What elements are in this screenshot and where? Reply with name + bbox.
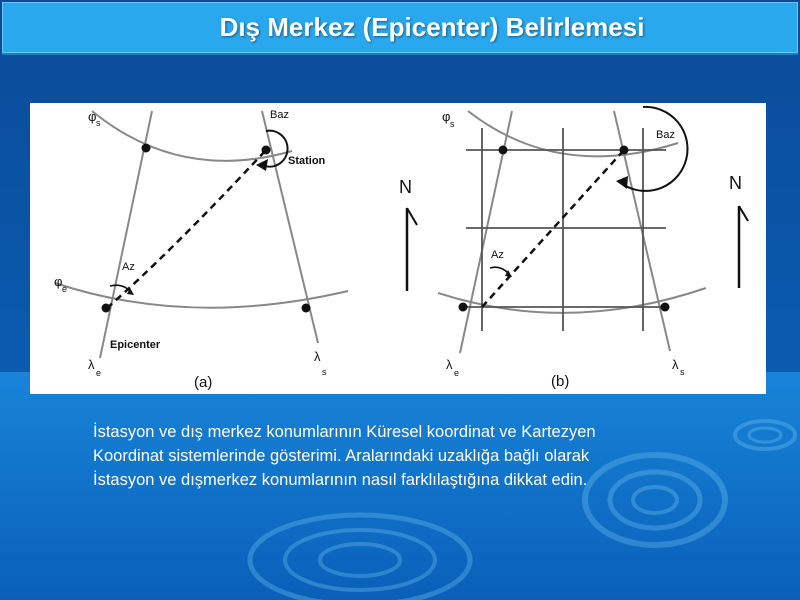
label-phi-s-sub: s xyxy=(96,118,101,128)
point-phi-e-lambda-s xyxy=(302,304,311,313)
slide-title: Dış Merkez (Epicenter) Belirlemesi xyxy=(219,12,645,42)
station-point xyxy=(262,146,271,155)
epicenter-point xyxy=(102,304,111,313)
point-phi-s-lambda-e-b xyxy=(499,146,508,155)
title-bar xyxy=(2,2,798,55)
panel-label-b: (b) xyxy=(551,373,570,390)
north-label-b: N xyxy=(729,173,742,193)
label-lambda-s-sub: s xyxy=(322,367,327,377)
cartesian-grid xyxy=(466,128,666,331)
label-station: Station xyxy=(288,155,326,167)
label-phi-s-sub-b: s xyxy=(450,119,455,129)
label-lambda-s-sub-b: s xyxy=(680,367,685,377)
label-lambda-s: λ xyxy=(314,349,321,364)
back-azimuth-arrowhead xyxy=(256,159,268,171)
north-arrow-barb-b xyxy=(739,206,748,221)
label-lambda-e: λ xyxy=(88,357,95,372)
label-az-b: Az xyxy=(491,249,504,261)
figure-b-cartesian xyxy=(438,103,766,394)
label-baz-b: Baz xyxy=(656,129,675,141)
caption-line-2: Koordinat sistemlerinde gösterimi. Aralarındaki uzaklığa bağlı olarak xyxy=(93,447,590,465)
label-az: Az xyxy=(122,261,135,273)
label-phi-s-b: φ xyxy=(442,109,451,124)
label-lambda-s-b: λ xyxy=(672,357,679,372)
point-phi-e-lambda-s-b xyxy=(661,303,670,312)
caption-line-3: İstasyon ve dışmerkez konumlarının nasıl farklılaştığına dikkat edin. xyxy=(93,471,588,489)
label-phi-e-sub: e xyxy=(62,284,68,294)
north-label-a: N xyxy=(399,177,412,197)
north-arrow-barb-a xyxy=(407,208,417,225)
figure-caption xyxy=(93,420,733,492)
point-phi-s-lambda-e xyxy=(142,144,151,153)
label-epicenter: Epicenter xyxy=(110,339,161,351)
back-azimuth-arrowhead-b xyxy=(616,176,628,189)
great-circle-path xyxy=(107,150,266,308)
epicenter-point-b xyxy=(459,303,468,312)
figure-a-spherical xyxy=(30,103,440,394)
label-lambda-e-sub: e xyxy=(96,368,102,378)
azimuth-arc-b xyxy=(490,267,508,273)
label-baz: Baz xyxy=(270,109,289,121)
label-lambda-e-b: λ xyxy=(446,357,453,372)
label-phi-s: φ xyxy=(88,109,97,124)
label-lambda-e-sub-b: e xyxy=(454,368,460,378)
caption-line-1: İstasyon ve dış merkez konumlarının Küresel koordinat ve Kartezyen xyxy=(93,423,596,441)
panel-label-a: (a) xyxy=(194,374,213,391)
station-point-b xyxy=(620,146,629,155)
label-phi-e: φ xyxy=(54,274,63,289)
